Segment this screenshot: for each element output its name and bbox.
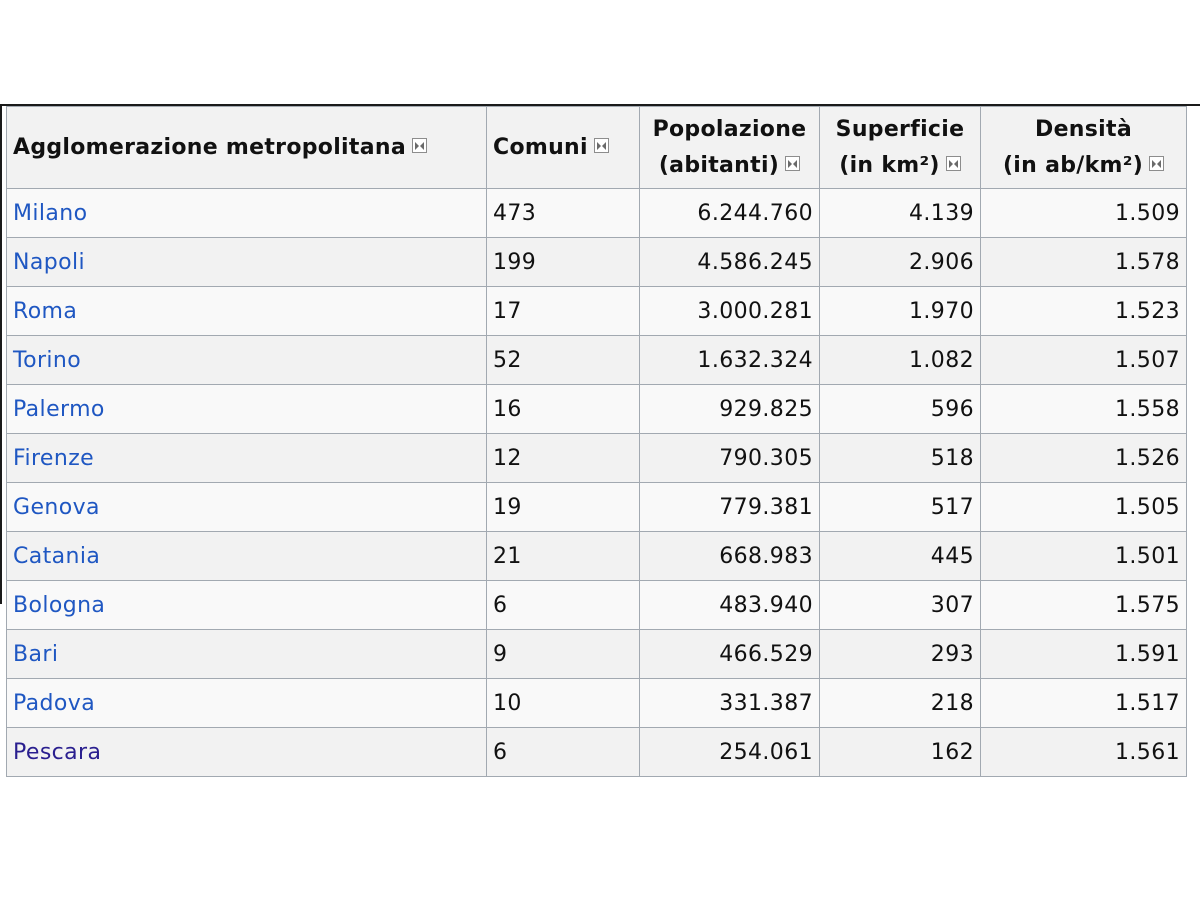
table-row xyxy=(7,483,1187,532)
table-row xyxy=(7,532,1187,581)
popolazione-cell: 6.244.760 xyxy=(640,189,820,238)
city-link[interactable]: Bologna xyxy=(7,581,487,630)
table-row xyxy=(7,630,1187,679)
densita-cell: 1.501 xyxy=(981,532,1187,581)
city-link[interactable]: Bari xyxy=(7,630,487,679)
table-row xyxy=(7,189,1187,238)
comuni-cell: 19 xyxy=(487,483,640,532)
popolazione-cell: 254.061 xyxy=(640,728,820,777)
comuni-cell: 199 xyxy=(487,238,640,287)
comuni-cell: 52 xyxy=(487,336,640,385)
left-rule xyxy=(0,104,2,604)
popolazione-cell: 790.305 xyxy=(640,434,820,483)
popolazione-cell: 483.940 xyxy=(640,581,820,630)
superficie-cell: 1.082 xyxy=(820,336,981,385)
superficie-cell: 307 xyxy=(820,581,981,630)
sort-toggle-icon[interactable] xyxy=(785,156,800,171)
header-sublabel: (in ab/km²) xyxy=(1002,152,1144,178)
table-row xyxy=(7,581,1187,630)
table-row xyxy=(7,287,1187,336)
city-link[interactable]: Roma xyxy=(7,287,487,336)
table-row xyxy=(7,728,1187,777)
superficie-cell: 1.970 xyxy=(820,287,981,336)
comuni-cell: 6 xyxy=(487,581,640,630)
densita-cell: 1.591 xyxy=(981,630,1187,679)
popolazione-cell: 668.983 xyxy=(640,532,820,581)
superficie-cell: 162 xyxy=(820,728,981,777)
city-link[interactable]: Padova xyxy=(7,679,487,728)
superficie-cell: 517 xyxy=(820,483,981,532)
metropolitan-areas-table xyxy=(6,106,1187,777)
comuni-cell: 473 xyxy=(487,189,640,238)
popolazione-cell: 3.000.281 xyxy=(640,287,820,336)
city-link[interactable]: Catania xyxy=(7,532,487,581)
comuni-cell: 21 xyxy=(487,532,640,581)
header-popolazione[interactable] xyxy=(640,107,820,189)
superficie-cell: 445 xyxy=(820,532,981,581)
header-sublabel: (in km²) xyxy=(839,152,940,178)
header-agglomerazione[interactable] xyxy=(7,107,487,189)
densita-cell: 1.505 xyxy=(981,483,1187,532)
popolazione-cell: 929.825 xyxy=(640,385,820,434)
header-label: Densità xyxy=(1035,116,1132,142)
comuni-cell: 10 xyxy=(487,679,640,728)
densita-cell: 1.517 xyxy=(981,679,1187,728)
sort-toggle-icon[interactable] xyxy=(1149,156,1164,171)
popolazione-cell: 779.381 xyxy=(640,483,820,532)
city-link[interactable]: Firenze xyxy=(7,434,487,483)
table-row xyxy=(7,336,1187,385)
header-densita[interactable] xyxy=(981,107,1187,189)
popolazione-cell: 331.387 xyxy=(640,679,820,728)
densita-cell: 1.526 xyxy=(981,434,1187,483)
header-label: Comuni xyxy=(493,134,588,160)
densita-cell: 1.575 xyxy=(981,581,1187,630)
superficie-cell: 518 xyxy=(820,434,981,483)
superficie-cell: 596 xyxy=(820,385,981,434)
header-label: Agglomerazione metropolitana xyxy=(13,134,406,160)
header-sublabel: (abitanti) xyxy=(658,152,780,178)
header-label: Superficie xyxy=(835,116,965,142)
table-row xyxy=(7,238,1187,287)
popolazione-cell: 1.632.324 xyxy=(640,336,820,385)
table-header-row xyxy=(7,107,1187,189)
sort-toggle-icon[interactable] xyxy=(946,156,961,171)
comuni-cell: 17 xyxy=(487,287,640,336)
superficie-cell: 4.139 xyxy=(820,189,981,238)
comuni-cell: 9 xyxy=(487,630,640,679)
sort-toggle-icon[interactable] xyxy=(594,138,609,153)
city-link[interactable]: Milano xyxy=(7,189,487,238)
sort-toggle-icon[interactable] xyxy=(412,138,427,153)
city-link[interactable]: Genova xyxy=(7,483,487,532)
densita-cell: 1.578 xyxy=(981,238,1187,287)
city-link[interactable]: Palermo xyxy=(7,385,487,434)
superficie-cell: 218 xyxy=(820,679,981,728)
densita-cell: 1.558 xyxy=(981,385,1187,434)
city-link[interactable]: Pescara xyxy=(7,728,487,777)
table-row xyxy=(7,679,1187,728)
table-row xyxy=(7,385,1187,434)
header-comuni[interactable] xyxy=(487,107,640,189)
densita-cell: 1.507 xyxy=(981,336,1187,385)
city-link[interactable]: Torino xyxy=(7,336,487,385)
densita-cell: 1.509 xyxy=(981,189,1187,238)
superficie-cell: 2.906 xyxy=(820,238,981,287)
header-superficie[interactable] xyxy=(820,107,981,189)
city-link[interactable]: Napoli xyxy=(7,238,487,287)
popolazione-cell: 4.586.245 xyxy=(640,238,820,287)
densita-cell: 1.523 xyxy=(981,287,1187,336)
comuni-cell: 12 xyxy=(487,434,640,483)
table-row xyxy=(7,434,1187,483)
comuni-cell: 6 xyxy=(487,728,640,777)
densita-cell: 1.561 xyxy=(981,728,1187,777)
popolazione-cell: 466.529 xyxy=(640,630,820,679)
comuni-cell: 16 xyxy=(487,385,640,434)
header-label: Popolazione xyxy=(652,116,807,142)
superficie-cell: 293 xyxy=(820,630,981,679)
